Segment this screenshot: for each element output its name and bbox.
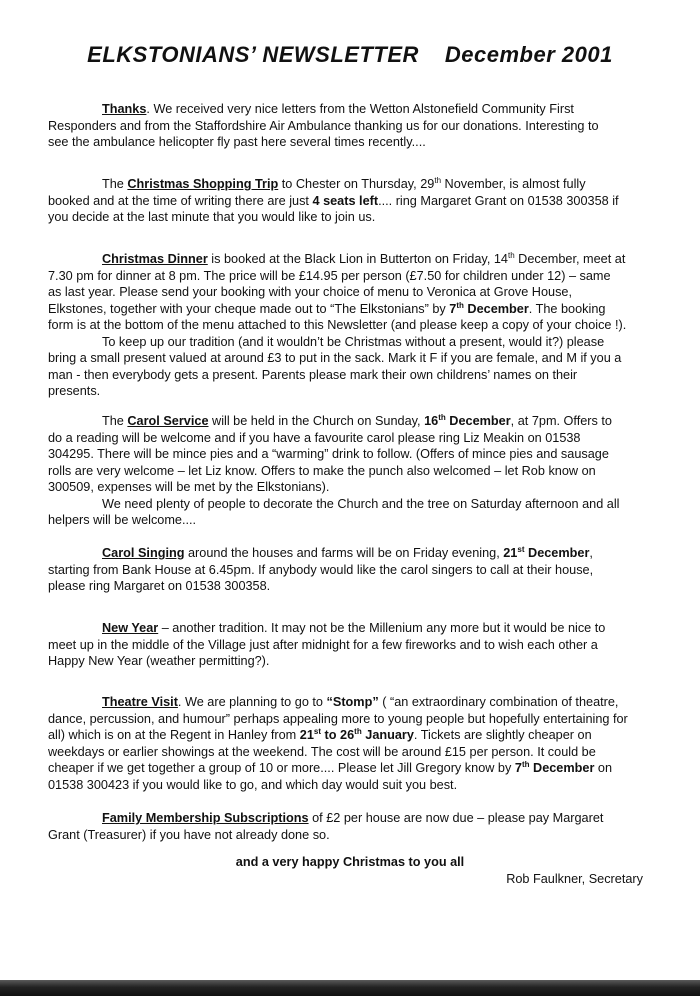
text-fragment: The bbox=[102, 414, 128, 428]
ordinal-suffix: th bbox=[438, 412, 446, 422]
ordinal-suffix: st bbox=[313, 726, 322, 736]
text-line: helpers will be welcome.... bbox=[48, 513, 197, 527]
text-line: presents. bbox=[48, 384, 101, 398]
deadline-date: 7 bbox=[514, 761, 522, 775]
text-line: Happy New Year (weather permitting?). bbox=[48, 654, 270, 668]
text-line: 300509, expenses will be met by the Elkstonians). bbox=[48, 480, 330, 494]
show-name: “Stomp” bbox=[326, 695, 379, 709]
text-fragment: all) which is on at the Regent in Hanley from bbox=[48, 728, 300, 742]
text-fragment: around the houses and farms will be on Friday evening, bbox=[184, 546, 504, 560]
text-line: 304295. There will be mince pies and a “warming” drink to follow. (Offers of mince pies and sausage bbox=[48, 447, 609, 461]
text-fragment: .... ring Margaret Grant on 01538 300358 if bbox=[378, 193, 619, 208]
ordinal-suffix: th bbox=[456, 300, 464, 310]
text-fragment: The bbox=[102, 177, 128, 191]
text-line: 7.30 pm for dinner at 8 pm. The price will be £14.95 per person (£7.50 for children under 12) – same bbox=[48, 268, 611, 283]
event-date: 21 bbox=[503, 546, 518, 560]
event-date: 16 bbox=[424, 414, 439, 428]
text-line: 01538 300423 if you would like to go, and which day would suit you best. bbox=[48, 777, 458, 792]
text-fragment: to bbox=[321, 728, 341, 742]
text-fragment: . The booking bbox=[528, 301, 606, 316]
heading-membership: Family Membership Subscriptions bbox=[102, 811, 309, 825]
text-line: Grant (Treasurer) if you have not already done so. bbox=[48, 827, 330, 842]
text-fragment: is booked at the Black Lion in Butterton on Friday, 14 bbox=[207, 252, 508, 266]
text-fragment: booked and at the time of writing there are just bbox=[48, 193, 313, 208]
text-line: please ring Margaret on 01538 300358. bbox=[48, 579, 271, 593]
text-line: We need plenty of people to decorate the Church and the tree on Saturday afternoon and all bbox=[102, 496, 620, 511]
text-fragment: to Chester on Thursday, 29 bbox=[278, 177, 435, 191]
text-line: meet up in the middle of the Village just after midnight for a few fireworks and to wish each other a bbox=[48, 637, 598, 652]
text-line: do a reading will be welcome and if you have a favourite carol please ring Liz Meakin on 01538 bbox=[48, 430, 581, 445]
text-fragment: December, meet at bbox=[514, 252, 626, 266]
text-fragment: of £2 per house are now due – please pay Margaret bbox=[308, 811, 604, 825]
seats-left: 4 seats left bbox=[312, 193, 379, 208]
text-line: as last year. Please send your booking with your choice of menu to Veronica at Grove House, bbox=[48, 285, 573, 299]
start-date: 21 bbox=[299, 728, 314, 742]
text-fragment: , at 7pm. Offers to bbox=[510, 414, 612, 428]
text-line: rolls are very welcome – let Liz know. Offers to make the punch also welcomed – let Rob know on bbox=[48, 463, 596, 478]
title-date: December 2001 bbox=[444, 42, 613, 67]
section-christmas-dinner bbox=[48, 251, 654, 400]
heading-theatre-visit: Theatre Visit bbox=[102, 695, 178, 709]
text-fragment: ( “an extraordinary combination of theatre, bbox=[378, 695, 619, 709]
event-month: December bbox=[445, 414, 511, 428]
text-line: weekdays or earlier showings at the weekend. The cost will be around £15 per person. It could be bbox=[48, 744, 596, 759]
ordinal-suffix: th bbox=[434, 175, 442, 185]
text-line: man - then everybody gets a present. Parents please mark their own childrens’ names on their bbox=[48, 367, 578, 382]
text-fragment: Elkstones, together with your cheque made out to “The Elkstonians” by bbox=[48, 301, 450, 316]
page-title bbox=[0, 42, 700, 68]
deadline-month: December bbox=[463, 301, 529, 316]
heading-carol-service: Carol Service bbox=[127, 414, 209, 428]
heading-shopping-trip: Christmas Shopping Trip bbox=[127, 177, 279, 191]
section-new-year bbox=[48, 620, 654, 670]
text-line: see the ambulance helicopter fly past here several times recently.... bbox=[48, 135, 426, 149]
ordinal-suffix: st bbox=[517, 544, 525, 554]
section-thanks bbox=[48, 101, 654, 151]
text-line: starting from Bank House at 6.45pm. If anybody would like the carol singers to call at their house, bbox=[48, 562, 594, 577]
text-line: form is at the bottom of the menu attached to this Newsletter (and please keep a copy of your choice !). bbox=[48, 318, 627, 332]
section-carol-service bbox=[48, 413, 654, 529]
text-line: Responders and from the Staffordshire Air Ambulance thanking us for our donations. Interesting to bbox=[48, 118, 599, 133]
heading-new-year: New Year bbox=[102, 621, 159, 635]
text-line: you decide at the last minute that you would like to join us. bbox=[48, 210, 376, 224]
closing-greeting: and a very happy Christmas to you all bbox=[235, 855, 465, 869]
end-date: 26 bbox=[340, 728, 355, 742]
title-newsletter-name: ELKSTONIANS’ NEWSLETTER bbox=[87, 42, 419, 67]
heading-christmas-dinner: Christmas Dinner bbox=[102, 252, 208, 266]
event-month: December bbox=[524, 546, 590, 560]
ordinal-suffix: th bbox=[521, 759, 530, 769]
deadline-date: 7 bbox=[449, 301, 457, 316]
heading-carol-singing: Carol Singing bbox=[102, 546, 185, 560]
text-fragment: cheaper if we get together a group of 10 or more.... Please let Jill Gregory know by bbox=[48, 761, 515, 775]
text-line: bring a small present valued at around £3 to put in the sack. Mark it F if you are female, and M if you a bbox=[48, 351, 622, 365]
deadline-month: December bbox=[529, 761, 595, 775]
event-month: January bbox=[361, 728, 414, 742]
ordinal-suffix: th bbox=[354, 726, 362, 736]
text-fragment: will be held in the Church on Sunday, bbox=[208, 414, 425, 428]
section-theatre-visit bbox=[48, 694, 654, 793]
text-line: dance, percussion, and humour” perhaps appealing more to young people but hopefully entertaining for bbox=[48, 711, 628, 726]
section-shopping-trip bbox=[48, 176, 654, 226]
heading-thanks: Thanks bbox=[102, 102, 147, 116]
text-fragment: , bbox=[589, 546, 593, 560]
scan-edge-bar bbox=[0, 980, 700, 996]
text-line: To keep up our tradition (and it wouldn’t be Christmas without a present, would it?) please bbox=[102, 334, 605, 349]
text-fragment: – another tradition. It may not be the Millenium any more but it would be nice to bbox=[158, 621, 606, 635]
text-fragment: . We are planning to go to bbox=[177, 695, 327, 709]
section-carol-singing bbox=[48, 545, 654, 595]
text-line: . We received very nice letters from the Wetton Alstonefield Community First bbox=[146, 102, 574, 116]
section-membership bbox=[48, 810, 654, 843]
text-fragment: on bbox=[594, 761, 613, 775]
text-fragment: November, is almost fully bbox=[441, 177, 586, 191]
signature: Rob Faulkner, Secretary bbox=[506, 872, 643, 886]
ordinal-suffix: th bbox=[507, 250, 515, 260]
text-fragment: . Tickets are slightly cheaper on bbox=[413, 728, 592, 742]
